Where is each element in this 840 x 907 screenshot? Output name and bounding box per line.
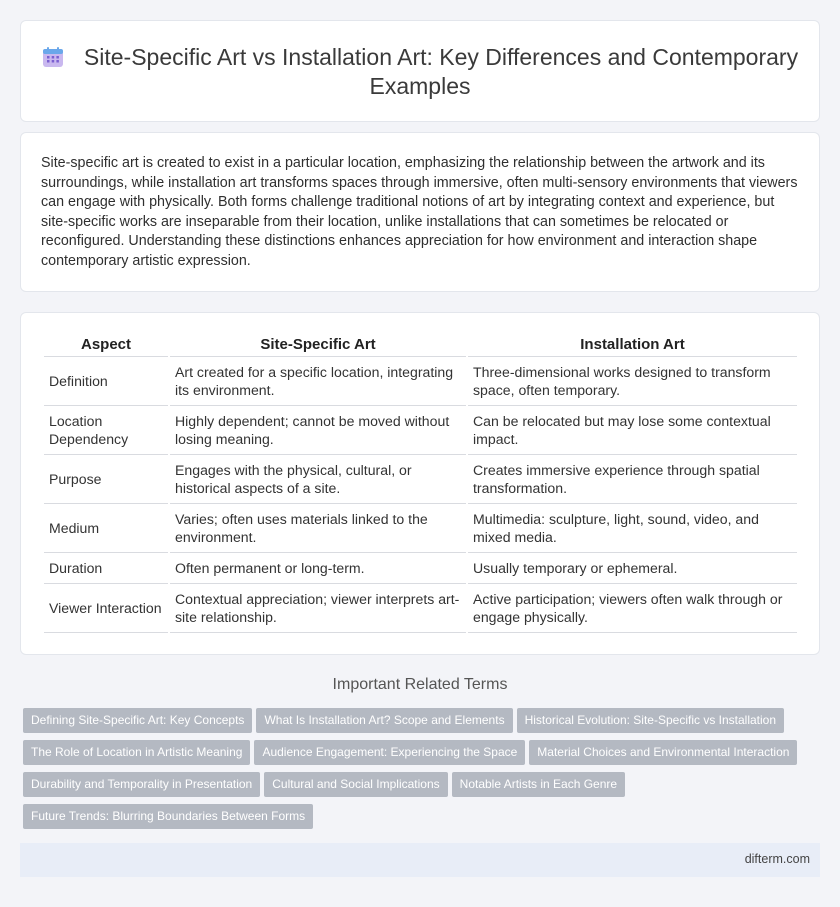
cell-aspect: Definition (44, 357, 168, 406)
related-term-tag[interactable]: What Is Installation Art? Scope and Elements (256, 708, 512, 733)
related-term-tag[interactable]: Material Choices and Environmental Interaction (529, 740, 797, 765)
related-term-tag[interactable]: Cultural and Social Implications (264, 772, 447, 797)
title-card (20, 20, 820, 122)
related-terms-list (23, 708, 813, 836)
cell-installation: Multimedia: sculpture, light, sound, video, and mixed media. (468, 504, 797, 553)
header-site-specific: Site-Specific Art (170, 333, 466, 357)
header-installation: Installation Art (468, 333, 797, 357)
cell-installation: Can be relocated but may lose some contextual impact. (468, 406, 797, 455)
table-row (44, 584, 797, 633)
cell-site-specific: Often permanent or long-term. (170, 553, 466, 584)
comparison-table-card (20, 312, 820, 655)
cell-site-specific: Highly dependent; cannot be moved without losing meaning. (170, 406, 466, 455)
cell-site-specific: Varies; often uses materials linked to the environment. (170, 504, 466, 553)
related-term-tag[interactable]: Defining Site-Specific Art: Key Concepts (23, 708, 252, 733)
cell-installation: Three-dimensional works designed to transform space, often temporary. (468, 357, 797, 406)
intro-card (20, 132, 820, 292)
cell-aspect: Location Dependency (44, 406, 168, 455)
cell-aspect: Duration (44, 553, 168, 584)
cell-aspect: Medium (44, 504, 168, 553)
footer-site-link[interactable]: difterm.com (744, 852, 810, 866)
related-terms-title: Important Related Terms (332, 676, 508, 693)
cell-aspect: Viewer Interaction (44, 584, 168, 633)
related-term-tag[interactable]: Durability and Temporality in Presentation (23, 772, 260, 797)
header-aspect: Aspect (44, 333, 168, 357)
table-header-row (44, 333, 797, 357)
page-title: Site-Specific Art vs Installation Art: Key Differences and Contemporary Examples (83, 44, 799, 99)
related-term-tag[interactable]: Notable Artists in Each Genre (452, 772, 625, 797)
cell-aspect: Purpose (44, 455, 168, 504)
comparison-table (42, 333, 799, 633)
cell-site-specific: Engages with the physical, cultural, or historical aspects of a site. (170, 455, 466, 504)
table-row (44, 553, 797, 584)
related-term-tag[interactable]: Audience Engagement: Experiencing the Space (254, 740, 525, 765)
cell-installation: Creates immersive experience through spatial transformation. (468, 455, 797, 504)
page-title-wrap (21, 43, 819, 101)
table-row (44, 406, 797, 455)
calendar-icon (42, 46, 64, 68)
cell-installation: Active participation; viewers often walk through or engage physically. (468, 584, 797, 633)
cell-site-specific: Art created for a specific location, integrating its environment. (170, 357, 466, 406)
related-term-tag[interactable]: The Role of Location in Artistic Meaning (23, 740, 250, 765)
intro-paragraph: Site-specific art is created to exist in a particular location, emphasizing the relationship between the artwork and its surroundings, while installation art transforms spaces through immersive, often multi-sensory environments that viewers can engage with physically. Both forms challenge traditional notions of art by integrating context and experience, but site-specific works are inseparable from their location, unlike installations that can sometimes be relocated or reconfigured. Understanding these distinctions enhances appreciation for how environment and interaction shape contemporary artistic expression. (41, 155, 798, 269)
cell-site-specific: Contextual appreciation; viewer interprets art-site relationship. (170, 584, 466, 633)
related-term-tag[interactable]: Future Trends: Blurring Boundaries Between Forms (23, 804, 313, 829)
related-term-tag[interactable]: Historical Evolution: Site-Specific vs Installation (517, 708, 784, 733)
footer (20, 843, 820, 877)
cell-installation: Usually temporary or ephemeral. (468, 553, 797, 584)
table-row (44, 357, 797, 406)
table-row (44, 504, 797, 553)
table-row (44, 455, 797, 504)
